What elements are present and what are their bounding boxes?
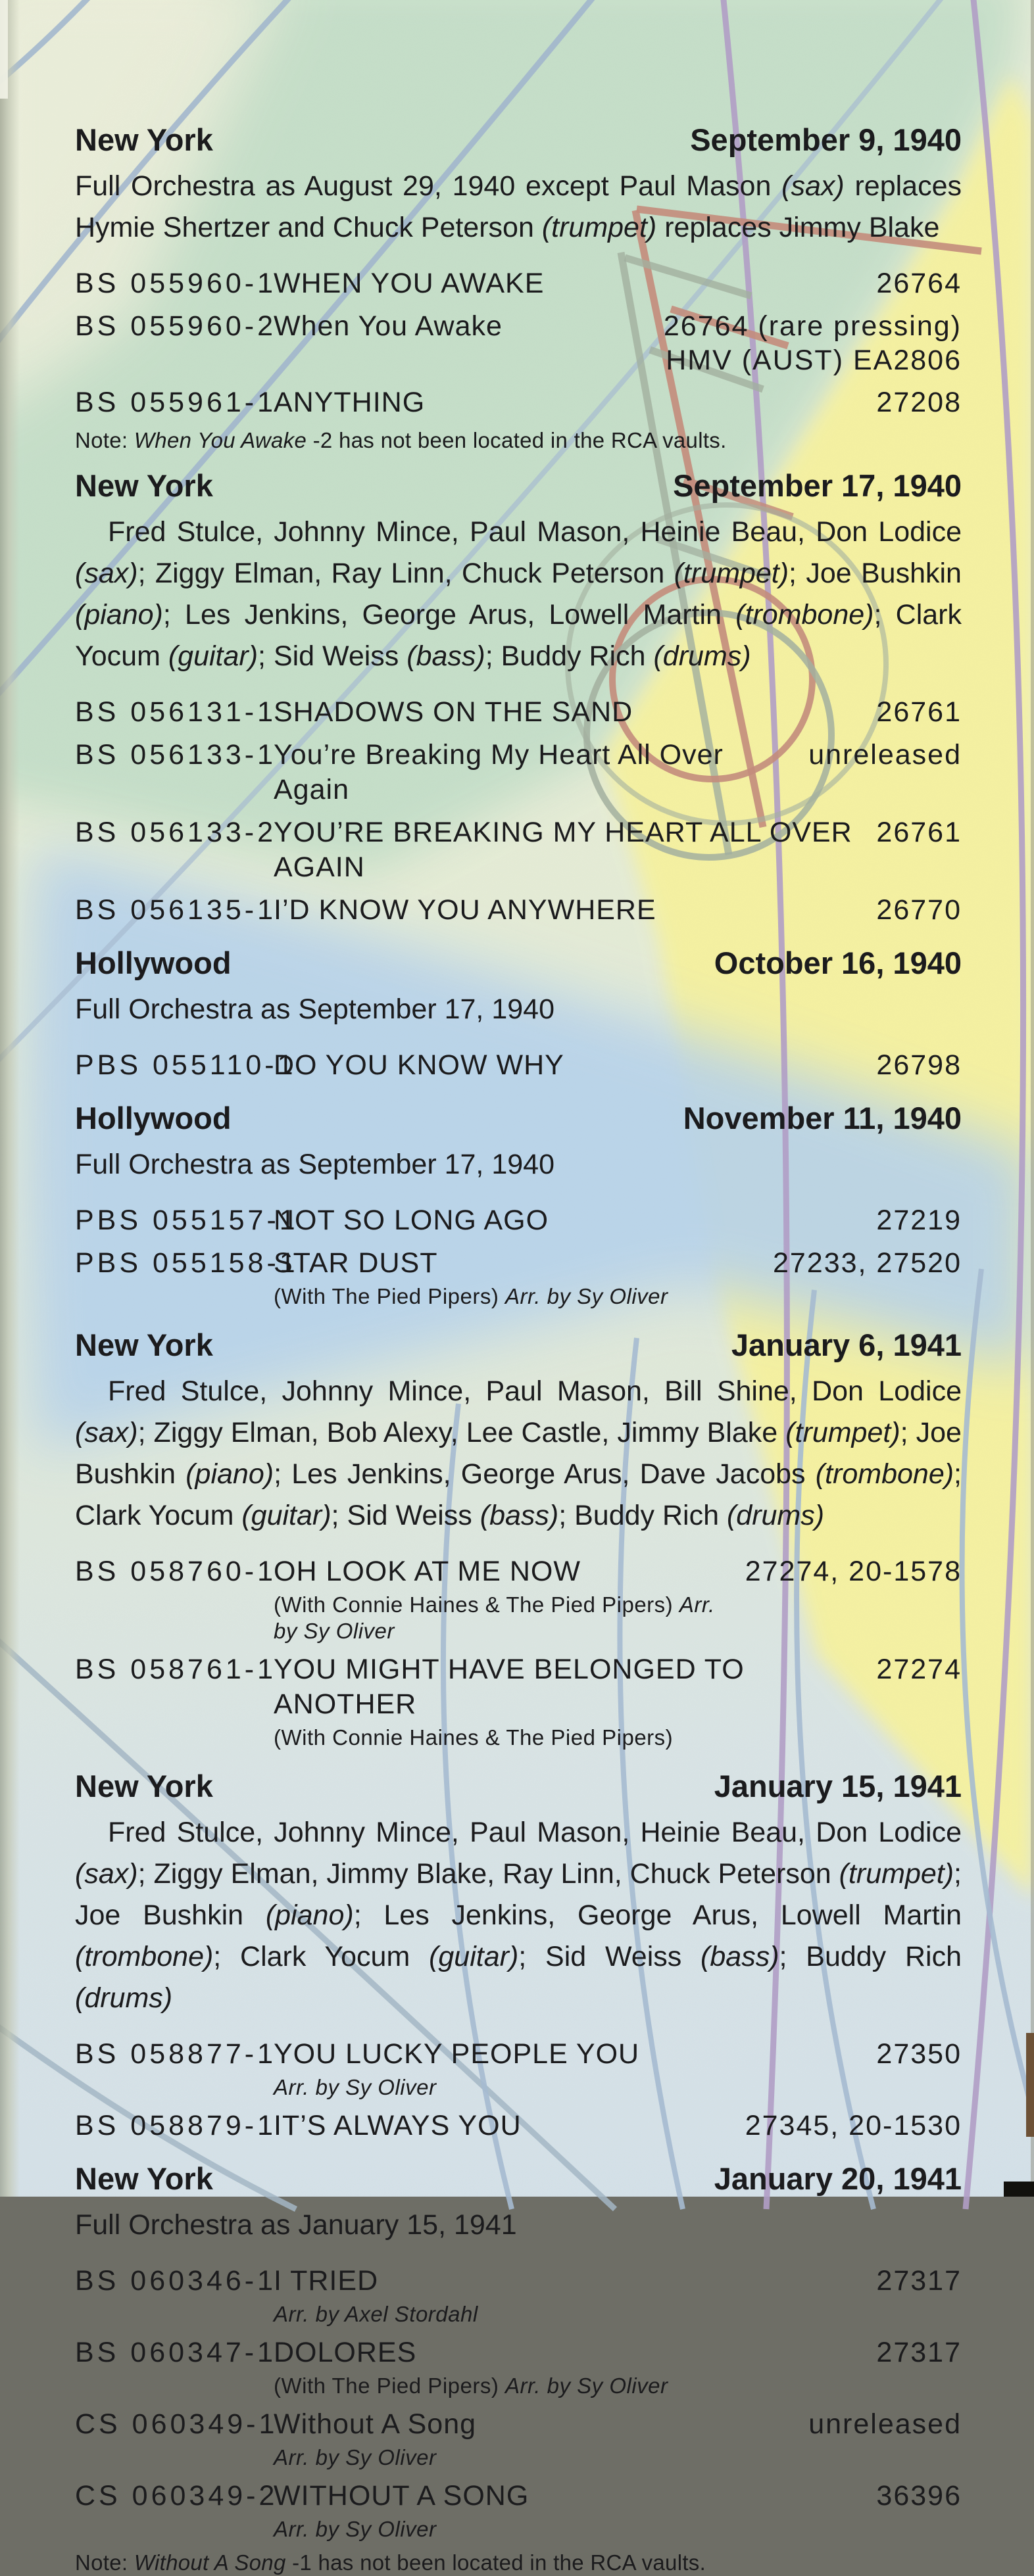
track-credit bbox=[274, 1283, 760, 1310]
track-row bbox=[75, 381, 962, 423]
track-row bbox=[75, 2104, 962, 2147]
track-matrix-number: BS 056135-1 bbox=[75, 894, 277, 926]
track-title: YOU LUCKY PEOPLE YOU bbox=[274, 2038, 640, 2070]
italic-text: Arr. by Sy Oliver bbox=[274, 2075, 437, 2099]
track-title: You’re Breaking My Heart All Over Again bbox=[274, 739, 724, 805]
catalog-number: 27345, 20-1530 bbox=[745, 2110, 962, 2141]
track-row bbox=[75, 811, 962, 888]
plain-text: (With The Pied Pipers) bbox=[274, 2373, 506, 2398]
track-row bbox=[75, 1199, 962, 1241]
catalog-number: unreleased bbox=[808, 739, 962, 771]
italic-text: (trumpet) bbox=[674, 558, 789, 589]
session-header bbox=[75, 1769, 962, 1804]
plain-text: ; Clark Yocum bbox=[75, 599, 962, 672]
plain-text: -2 has not been located in the RCA vaults. bbox=[307, 428, 727, 452]
scan-corner-mark bbox=[1004, 2182, 1034, 2197]
catalog-number: 27233, 27520 bbox=[772, 1247, 962, 1279]
track-catalog-numbers bbox=[745, 2109, 962, 2143]
italic-text: (trombone) bbox=[75, 1941, 214, 1972]
track-title-cell bbox=[274, 2037, 876, 2101]
italic-text: Arr. by Sy Oliver bbox=[274, 2445, 437, 2469]
track-title-cell bbox=[274, 2335, 876, 2399]
track-title-cell bbox=[274, 2407, 808, 2471]
plain-text: ; Joe Bushkin bbox=[789, 558, 962, 589]
track-catalog-numbers bbox=[876, 893, 962, 927]
session-note bbox=[75, 2550, 962, 2576]
catalog-number: HMV (AUST) EA2806 bbox=[666, 345, 962, 376]
plain-text: Fred Stulce, Johnny Mince, Paul Mason, Heinie Beau, Don Lodice bbox=[108, 516, 962, 548]
italic-text: Arr. by Axel Stordahl bbox=[274, 2302, 478, 2326]
track-title-cell bbox=[274, 1048, 876, 1083]
plain-text: ; Ziggy Elman, Bob Alexy, Lee Castle, Jimmy Blake bbox=[137, 1417, 786, 1448]
catalog-number: 26761 bbox=[876, 696, 962, 728]
session-location: New York bbox=[75, 2161, 213, 2196]
plain-text: ; Buddy Rich bbox=[485, 640, 654, 672]
track-matrix-number: BS 060346-1 bbox=[75, 2265, 277, 2297]
track-title-cell bbox=[274, 2264, 876, 2327]
plain-text: ; Clark Yocum bbox=[213, 1941, 430, 1972]
plain-text: ; Ziggy Elman, Ray Linn, Chuck Peterson bbox=[137, 558, 674, 589]
track-catalog-numbers bbox=[876, 1652, 962, 1686]
track-row bbox=[75, 2331, 962, 2402]
track-title: IT’S ALWAYS YOU bbox=[274, 2110, 522, 2141]
track-list bbox=[75, 2259, 962, 2546]
catalog-number: 27317 bbox=[876, 2265, 962, 2297]
track-title: YOU’RE BREAKING MY HEART ALL OVER AGAIN bbox=[274, 817, 852, 883]
track-title: I’D KNOW YOU ANYWHERE bbox=[274, 894, 656, 926]
track-title-cell bbox=[274, 1652, 876, 1751]
track-credit bbox=[274, 2301, 863, 2327]
catalog-number: 27274, 20-1578 bbox=[745, 1556, 962, 1587]
plain-text: replaces Hymie Shertzer and Chuck Peterson bbox=[75, 170, 962, 243]
plain-text: ; Sid Weiss bbox=[331, 1500, 480, 1531]
plain-text: Full Orchestra as September 17, 1940 bbox=[75, 993, 554, 1025]
italic-text: Arr. by Sy Oliver bbox=[505, 1284, 668, 1308]
track-credit bbox=[274, 1592, 732, 1644]
track-title-cell bbox=[274, 738, 808, 807]
track-title: WITHOUT A SONG bbox=[274, 2480, 529, 2512]
track-matrix-number: BS 058761-1 bbox=[75, 1654, 277, 1685]
italic-text: (bass) bbox=[480, 1500, 559, 1531]
plain-text: ; Sid Weiss bbox=[518, 1941, 701, 1972]
plain-text: Full Orchestra as September 17, 1940 bbox=[75, 1149, 554, 1180]
track-row bbox=[75, 2032, 962, 2104]
track-title: DOLORES bbox=[274, 2337, 417, 2368]
track-catalog-numbers bbox=[876, 266, 962, 300]
plain-text: ; Sid Weiss bbox=[258, 640, 407, 672]
track-row bbox=[75, 1241, 962, 1313]
italic-text: (bass) bbox=[406, 640, 485, 672]
track-catalog-numbers bbox=[876, 695, 962, 729]
track-title-cell bbox=[274, 815, 876, 885]
italic-text: (trumpet) bbox=[541, 212, 657, 243]
italic-text: (piano) bbox=[75, 599, 163, 631]
plain-text: ; Joe Bushkin bbox=[75, 1417, 962, 1490]
track-title: ANYTHING bbox=[274, 387, 426, 418]
track-row bbox=[75, 888, 962, 931]
track-title-cell bbox=[274, 2479, 876, 2542]
track-title: WHEN YOU AWAKE bbox=[274, 268, 545, 299]
page-gutter-highlight bbox=[0, 0, 8, 99]
track-title: NOT SO LONG AGO bbox=[274, 1205, 549, 1236]
plain-text: Fred Stulce, Johnny Mince, Paul Mason, Bill Shine, Don Lodice bbox=[108, 1375, 962, 1407]
track-matrix-number: BS 056133-2 bbox=[75, 817, 277, 848]
track-catalog-numbers bbox=[876, 385, 962, 419]
italic-text: (trumpet) bbox=[839, 1858, 954, 1890]
italic-text: (sax) bbox=[75, 1417, 138, 1448]
track-catalog-numbers bbox=[745, 1554, 962, 1588]
track-title: OH LOOK AT ME NOW bbox=[274, 1556, 581, 1587]
italic-text: (guitar) bbox=[241, 1500, 332, 1531]
catalog-number: 27350 bbox=[876, 2038, 962, 2070]
catalog-number: 36396 bbox=[876, 2480, 962, 2512]
track-credit bbox=[274, 2074, 863, 2101]
catalog-number: 27208 bbox=[876, 387, 962, 418]
track-catalog-numbers bbox=[876, 2479, 962, 2513]
session-3 bbox=[75, 1101, 962, 1313]
plain-text: (With The Pied Pipers) bbox=[274, 1284, 506, 1308]
session-personnel bbox=[75, 512, 962, 677]
track-credit bbox=[274, 2516, 863, 2542]
italic-text: Arr. by Sy Oliver bbox=[274, 2517, 437, 2541]
plain-text: replaces Jimmy Blake bbox=[656, 212, 940, 243]
catalog-number: 26761 bbox=[876, 817, 962, 848]
track-catalog-numbers bbox=[876, 1048, 962, 1082]
track-title: DO YOU KNOW WHY bbox=[274, 1049, 564, 1081]
track-title-cell bbox=[274, 1246, 773, 1310]
session-personnel bbox=[75, 166, 962, 249]
plain-text: (With Connie Haines & The Pied Pipers) bbox=[274, 1592, 679, 1617]
track-catalog-numbers bbox=[876, 2335, 962, 2370]
italic-text: (sax) bbox=[75, 558, 138, 589]
italic-text: (trumpet) bbox=[785, 1417, 900, 1448]
track-catalog-numbers bbox=[876, 2037, 962, 2071]
session-header bbox=[75, 1101, 962, 1136]
plain-text: ; Les Jenkins, George Arus, Lowell Martin bbox=[162, 599, 736, 631]
track-matrix-number: PBS 055158-1 bbox=[75, 1247, 299, 1279]
track-matrix-number: BS 058879-1 bbox=[75, 2110, 277, 2141]
track-title: When You Awake bbox=[274, 310, 503, 342]
catalog-number: 26770 bbox=[876, 894, 962, 926]
track-title: STAR DUST bbox=[274, 1247, 438, 1279]
italic-text: (sax) bbox=[75, 1858, 138, 1890]
track-row bbox=[75, 1043, 962, 1086]
italic-text: (drums) bbox=[75, 1982, 173, 2014]
session-5 bbox=[75, 1769, 962, 2147]
italic-text: When You Awake bbox=[134, 428, 307, 452]
track-credit bbox=[274, 2373, 863, 2399]
italic-text: Arr. by Sy Oliver bbox=[505, 2373, 668, 2398]
track-credit bbox=[274, 2445, 795, 2471]
track-title: YOU MIGHT HAVE BELONGED TO ANOTHER bbox=[274, 1654, 745, 1720]
session-header bbox=[75, 122, 962, 158]
plain-text: Note: bbox=[75, 2550, 134, 2575]
catalog-number: 27317 bbox=[876, 2337, 962, 2368]
scan-edge-mark bbox=[1026, 2033, 1034, 2137]
track-row bbox=[75, 262, 962, 304]
plain-text: ; Les Jenkins, George Arus, Dave Jacobs bbox=[274, 1458, 816, 1490]
catalog-number: 26764 (rare pressing) bbox=[663, 310, 962, 342]
session-location: Hollywood bbox=[75, 1101, 232, 1135]
session-date: September 17, 1940 bbox=[673, 468, 962, 503]
session-location: New York bbox=[75, 1769, 213, 1803]
italic-text: (trombone) bbox=[735, 599, 874, 631]
session-personnel bbox=[75, 2205, 962, 2246]
track-matrix-number: BS 055960-1 bbox=[75, 268, 277, 299]
track-title: SHADOWS ON THE SAND bbox=[274, 696, 633, 728]
session-header bbox=[75, 945, 962, 981]
track-matrix-number: BS 055961-1 bbox=[75, 387, 277, 418]
plain-text: Fred Stulce, Johnny Mince, Paul Mason, Heinie Beau, Don Lodice bbox=[108, 1817, 962, 1848]
session-note bbox=[75, 427, 962, 454]
catalog-number: 27274 bbox=[876, 1654, 962, 1685]
track-list bbox=[75, 690, 962, 931]
track-title-cell bbox=[274, 266, 876, 301]
session-date: September 9, 1940 bbox=[690, 122, 962, 157]
italic-text: Without A Song bbox=[134, 2550, 286, 2575]
session-location: New York bbox=[75, 122, 213, 157]
track-catalog-numbers bbox=[876, 1203, 962, 1237]
track-matrix-number: BS 060347-1 bbox=[75, 2337, 277, 2368]
plain-text: ; Buddy Rich bbox=[779, 1941, 962, 1972]
track-matrix-number: BS 055960-2 bbox=[75, 310, 277, 342]
track-row bbox=[75, 733, 962, 811]
track-title: I TRIED bbox=[274, 2265, 379, 2297]
session-6 bbox=[75, 2161, 962, 2576]
track-credit bbox=[274, 1725, 863, 1751]
session-location: New York bbox=[75, 468, 213, 503]
catalog-number: unreleased bbox=[808, 2408, 962, 2440]
track-row bbox=[75, 2402, 962, 2474]
italic-text: (guitar) bbox=[429, 1941, 519, 1972]
plain-text: Full Orchestra as August 29, 1940 except Paul Mason bbox=[75, 170, 782, 202]
track-matrix-number: BS 058760-1 bbox=[75, 1556, 277, 1587]
italic-text: (drums) bbox=[653, 640, 751, 672]
track-list bbox=[75, 1550, 962, 1754]
plain-text: (With Connie Haines & The Pied Pipers) bbox=[274, 1725, 674, 1750]
track-row bbox=[75, 1550, 962, 1648]
track-catalog-numbers bbox=[664, 309, 962, 377]
track-matrix-number: PBS 055110-1 bbox=[75, 1049, 297, 1081]
session-personnel bbox=[75, 1371, 962, 1537]
track-title-cell bbox=[274, 1203, 876, 1238]
session-date: January 15, 1941 bbox=[714, 1769, 962, 1803]
session-personnel bbox=[75, 1812, 962, 2019]
track-catalog-numbers bbox=[808, 2407, 962, 2441]
session-2 bbox=[75, 945, 962, 1086]
session-location: Hollywood bbox=[75, 945, 232, 980]
catalog-number: 26798 bbox=[876, 1049, 962, 1081]
track-list bbox=[75, 1199, 962, 1313]
catalog-number: 26764 bbox=[876, 268, 962, 299]
track-title: Without A Song bbox=[274, 2408, 477, 2440]
plain-text: ; Les Jenkins, George Arus, Lowell Martin bbox=[353, 1899, 962, 1931]
track-list bbox=[75, 2032, 962, 2147]
track-matrix-number: CS 060349-1 bbox=[75, 2408, 278, 2440]
session-date: January 6, 1941 bbox=[731, 1327, 962, 1362]
track-title-cell bbox=[274, 2109, 745, 2143]
session-date: November 11, 1940 bbox=[683, 1101, 962, 1135]
track-matrix-number: BS 056131-1 bbox=[75, 696, 277, 728]
italic-text: (trombone) bbox=[815, 1458, 954, 1490]
session-date: January 20, 1941 bbox=[714, 2161, 962, 2196]
catalog-number: 27219 bbox=[876, 1205, 962, 1236]
italic-text: (sax) bbox=[781, 170, 845, 202]
session-1 bbox=[75, 468, 962, 931]
session-header bbox=[75, 2161, 962, 2197]
track-list bbox=[75, 1043, 962, 1086]
track-row bbox=[75, 2474, 962, 2546]
track-catalog-numbers bbox=[808, 738, 962, 772]
plain-text: ; Joe Bushkin bbox=[75, 1858, 962, 1931]
track-title-cell bbox=[274, 695, 876, 730]
plain-text: Full Orchestra as January 15, 1941 bbox=[75, 2209, 517, 2241]
session-4 bbox=[75, 1327, 962, 1754]
track-matrix-number: BS 058877-1 bbox=[75, 2038, 277, 2070]
italic-text: (guitar) bbox=[168, 640, 258, 672]
plain-text: ; Ziggy Elman, Jimmy Blake, Ray Linn, Chuck Peterson bbox=[137, 1858, 839, 1890]
plain-text: ; Clark Yocum bbox=[75, 1458, 962, 1531]
plain-text: -1 has not been located in the RCA vaults. bbox=[285, 2550, 706, 2575]
track-matrix-number: CS 060349-2 bbox=[75, 2480, 278, 2512]
track-row bbox=[75, 690, 962, 733]
session-0 bbox=[75, 122, 962, 454]
session-personnel bbox=[75, 989, 962, 1030]
italic-text: (drums) bbox=[726, 1500, 825, 1531]
plain-text: ; Buddy Rich bbox=[558, 1500, 727, 1531]
track-list bbox=[75, 262, 962, 423]
scan-right-edge bbox=[1031, 0, 1034, 2197]
track-row bbox=[75, 304, 962, 381]
italic-text: (piano) bbox=[185, 1458, 274, 1490]
track-row bbox=[75, 1648, 962, 1754]
track-matrix-number: BS 056133-1 bbox=[75, 739, 277, 771]
italic-text: (piano) bbox=[265, 1899, 354, 1931]
session-header bbox=[75, 1327, 962, 1363]
track-catalog-numbers bbox=[876, 815, 962, 849]
session-header bbox=[75, 468, 962, 504]
italic-text: (bass) bbox=[701, 1941, 779, 1972]
plain-text: Note: bbox=[75, 428, 134, 452]
track-catalog-numbers bbox=[876, 2264, 962, 2298]
track-matrix-number: PBS 055157-1 bbox=[75, 1205, 299, 1236]
track-title-cell bbox=[274, 1554, 745, 1644]
italic-text: Arr. by Sy Oliver bbox=[274, 1592, 715, 1643]
session-personnel bbox=[75, 1144, 962, 1185]
track-catalog-numbers bbox=[773, 1246, 962, 1280]
track-title-cell bbox=[274, 309, 664, 344]
track-title-cell bbox=[274, 385, 876, 420]
track-title-cell bbox=[274, 893, 876, 928]
session-location: New York bbox=[75, 1327, 213, 1362]
track-row bbox=[75, 2259, 962, 2331]
page-gutter-shadow bbox=[0, 0, 20, 2197]
session-date: October 16, 1940 bbox=[714, 945, 962, 980]
